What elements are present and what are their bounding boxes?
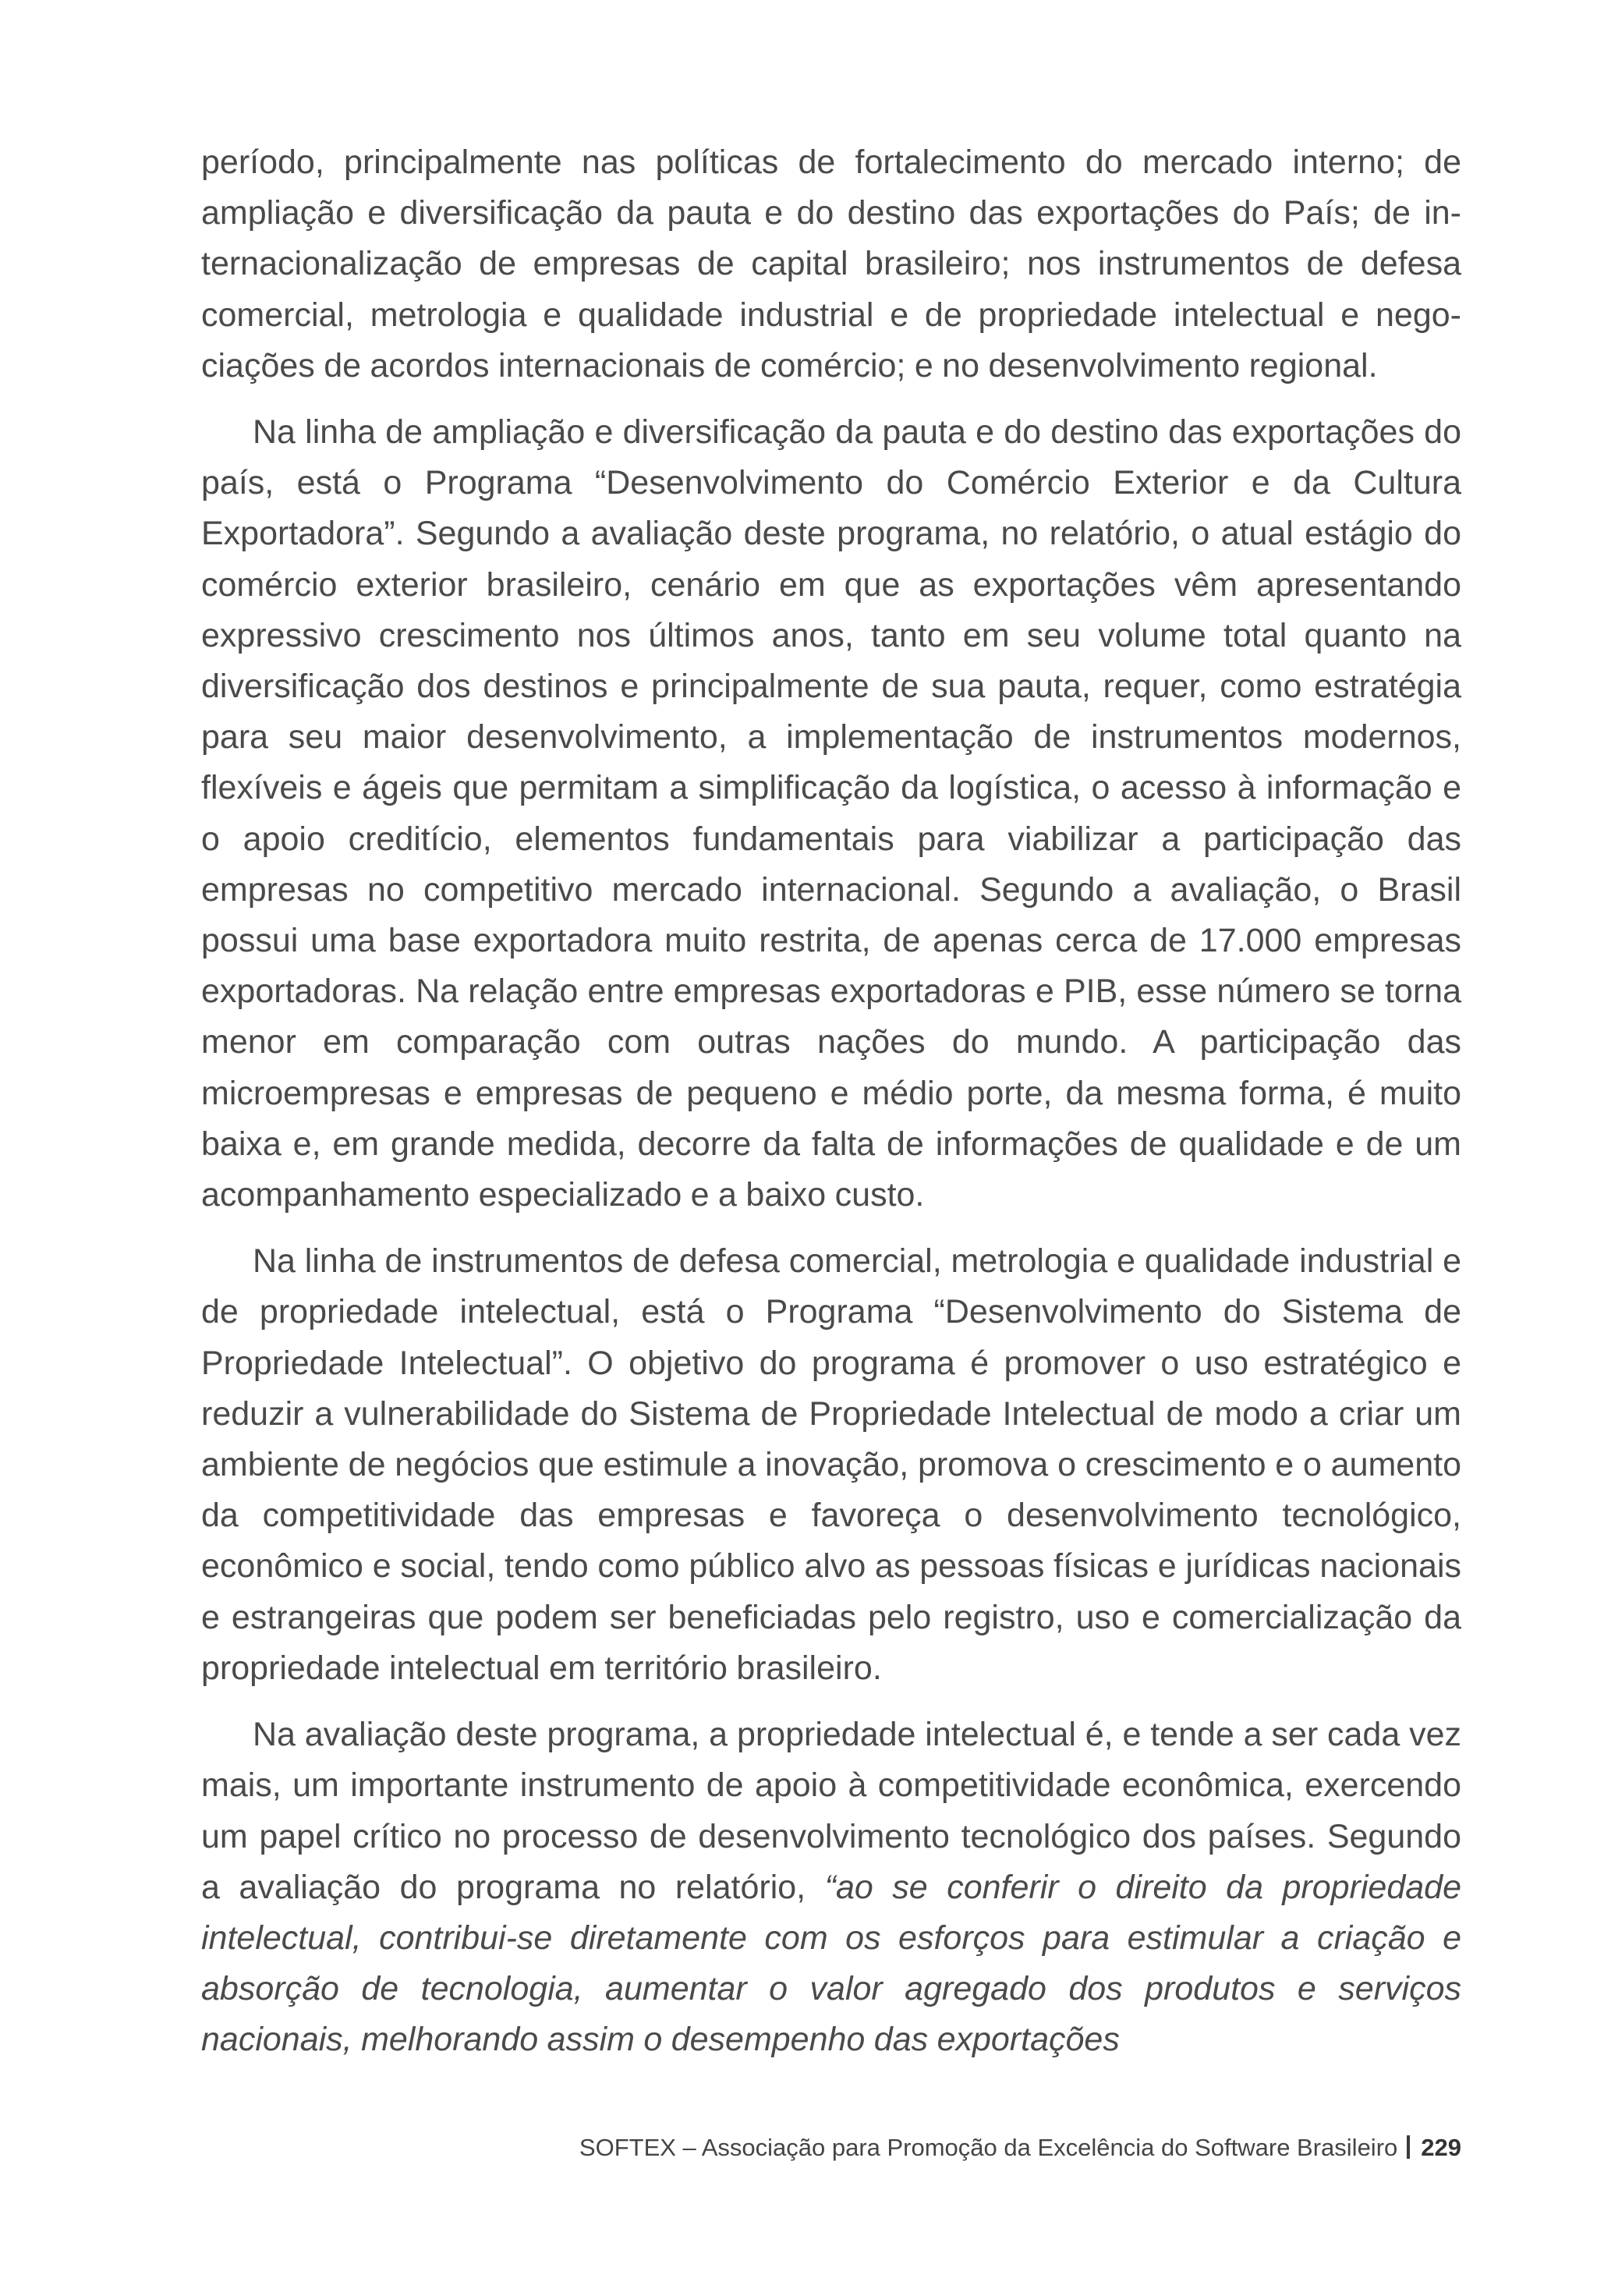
paragraph-4-quote: “ao se conferir o direito da propriedade intelectual, contribui-se diretamente com os esforços para estimular a criação e absorção de tecnologia, aumentar o valor agregado dos produtos e serviços nacionais, melhorando assim o desempenho das exportações bbox=[201, 1868, 1462, 2059]
paragraph-2: Na linha de ampliação e diversificação da pauta e do destino das exportações do país, está o Programa “Desenvolvimento do Comércio Exterior e da Cultura Exportadora”. Segundo a avaliação deste programa, no relatório, o atual estágio do comércio exterior brasileiro, cenário em que as exportações vêm apresentando expressivo crescimento nos últimos anos, tanto em seu volume total quanto na diversificação dos destinos e principalmente de sua pauta, requer, como estratégia para seu maior desenvolvimento, a implementação de instrumentos modernos, flexíveis e ágeis que permitam a simplificação da logística, o acesso à informação e o apoio creditício, elementos fundamentais para viabilizar a participação das empresas no competitivo mercado internacional. Segundo a avaliação, o Brasil possui uma base exportadora muito restrita, de apenas cerca de 17.000 empresas exportadoras. Na relação entre empresas exportadoras e PIB, esse número se torna menor em comparação com outras nações do mundo. A participação das microempresas e empresas de pequeno e médio porte, da mesma forma, é muito baixa e, em grande medida, decorre da falta de informações de qualidade e de um acompanhamento especializado e a baixo custo. bbox=[201, 413, 1461, 1214]
footer-separator bbox=[1407, 2135, 1410, 2159]
paragraph-3: Na linha de instrumentos de defesa comercial, metrologia e qualidade industrial e de propriedade intelectual, está o Programa “Desenvolvimento do Sistema de Propriedade Intelectual”. O objetivo do programa é promover o uso estratégico e reduzir a vulnerabilidade do Sistema de Propriedade Intelectual de modo a criar um ambiente de negócios que estimule a inovação, promova o crescimento e o aumento da competitividade das empresas e favoreça o desenvolvimento tecnológico, econômico e social, tendo como público alvo as pessoas físicas e jurídicas nacionais e estrangeiras que podem ser beneficiadas pelo registro, uso e comercialização da propriedade intelectual em território brasileiro. bbox=[201, 1242, 1461, 1687]
page-body bbox=[201, 137, 1461, 2066]
footer-publisher: SOFTEX – Associação para Promoção da Excelência do Software Brasileiro bbox=[579, 2134, 1398, 2161]
paragraph-4-text: Na avaliação deste programa, a propriedade intelectual é, e tende a ser cada vez mais, um importante instrumento de apoio à competitividade econômica, exercendo um papel crítico no processo de desenvolvimento tecnológico dos países. Segundo a avaliação do programa no relatório, bbox=[201, 1716, 1461, 1906]
paragraph-4 bbox=[201, 1710, 1461, 2065]
page-footer bbox=[579, 2132, 1461, 2163]
page-number: 229 bbox=[1421, 2134, 1461, 2161]
paragraph-1: período, principalmente nas políticas de fortalecimento do mercado interno; de ampliação e diversificação da pauta e do destino das exportações do País; de internacionalização de empresas de capital brasileiro; nos instrumentos de defesa comercial, metrologia e qualidade industrial e de propriedade intelectual e negociações de acordos internacionais de comércio; e no desenvolvimento regional. bbox=[201, 144, 1461, 384]
